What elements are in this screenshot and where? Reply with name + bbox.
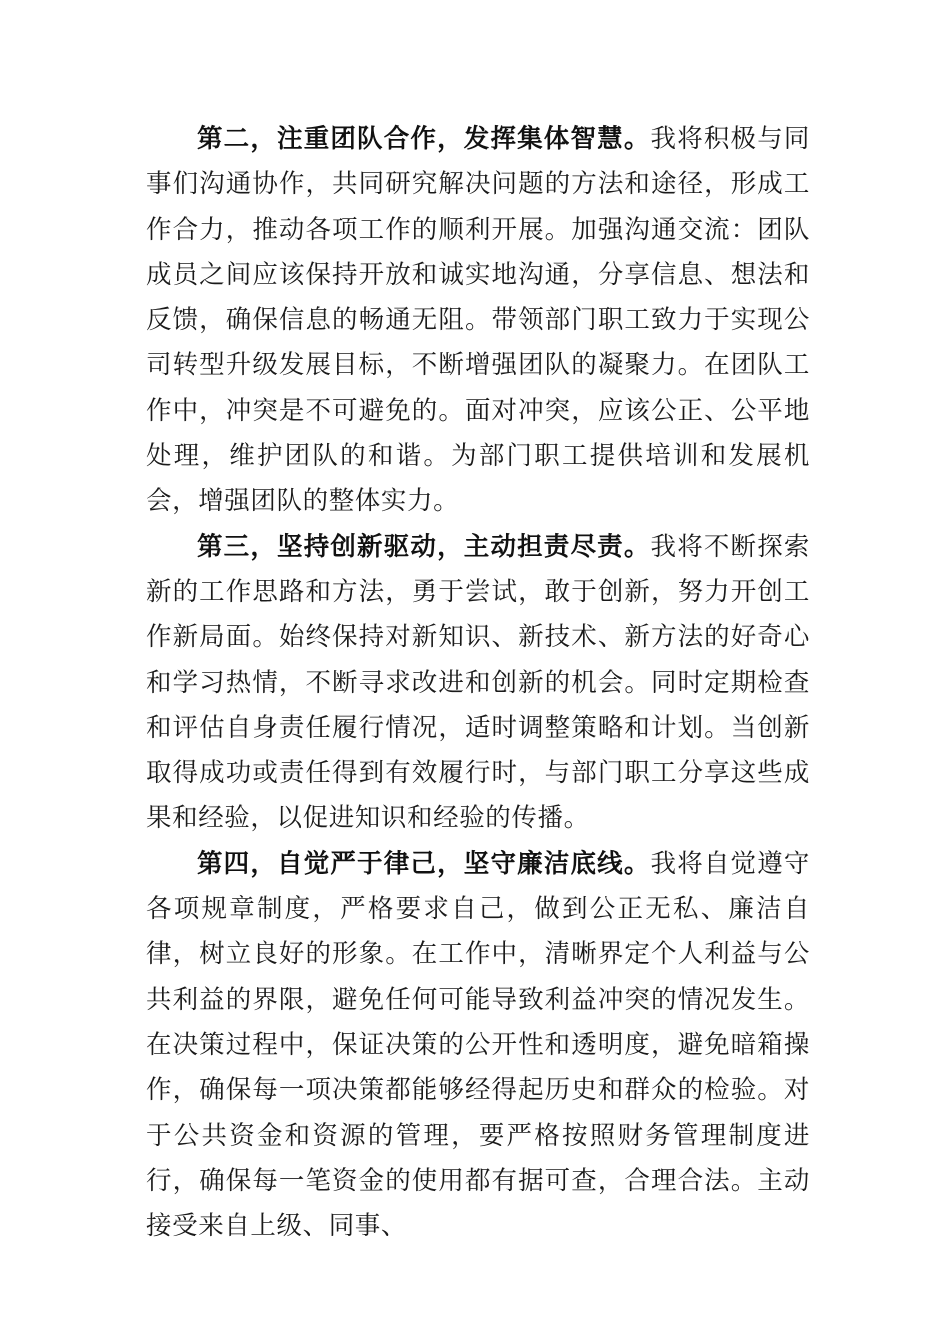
document-page	[146, 117, 810, 1249]
paragraph-heading: 第三，坚持创新驱动，主动担责尽责。	[197, 531, 651, 562]
paragraph-heading: 第四，自觉严于律己，坚守廉洁底线。	[197, 848, 651, 879]
paragraph-heading: 第二，注重团队合作，发挥集体智慧。	[197, 124, 651, 154]
paragraph-innovation	[146, 525, 810, 842]
paragraph-body: 我将积极与同事们沟通协作，共同研究解决问题的方法和途径，形成工作合力，推动各项工作的顺利开展。加强沟通交流：团队成员之间应该保持开放和诚实地沟通，分享信息、想法和反馈，确保信息的畅通无阻。带领部门职工致力于实现公司转型升级发展目标，不断增强团队的凝聚力。在团队工作中，冲突是不可避免的。面对冲突，应该公正、公平地处理，维护团队的和谐。为部门职工提供培训和发展机会，增强团队的整体实力。	[146, 124, 810, 517]
paragraph-body: 我将不断探索新的工作思路和方法，勇于尝试，敢于创新，努力开创工作新局面。始终保持对新知识、新技术、新方法的好奇心和学习热情，不断寻求改进和创新的机会。同时定期检查和评估自身责任履行情况，适时调整策略和计划。当创新取得成功或责任得到有效履行时，与部门职工分享这些成果和经验，以促进知识和经验的传播。	[146, 531, 810, 834]
paragraph-body: 我将自觉遵守各项规章制度，严格要求自己，做到公正无私、廉洁自律，树立良好的形象。在工作中，清晰界定个人利益与公共利益的界限，避免任何可能导致利益冲突的情况发生。在决策过程中，保证决策的公开性和透明度，避免暗箱操作，确保每一项决策都能够经得起历史和群众的检验。对于公共资金和资源的管理，要严格按照财务管理制度进行，确保每一笔资金的使用都有据可查，合理合法。主动接受来自上级、同事、	[146, 848, 810, 1242]
paragraph-integrity	[146, 842, 810, 1250]
paragraph-teamwork	[146, 117, 810, 525]
